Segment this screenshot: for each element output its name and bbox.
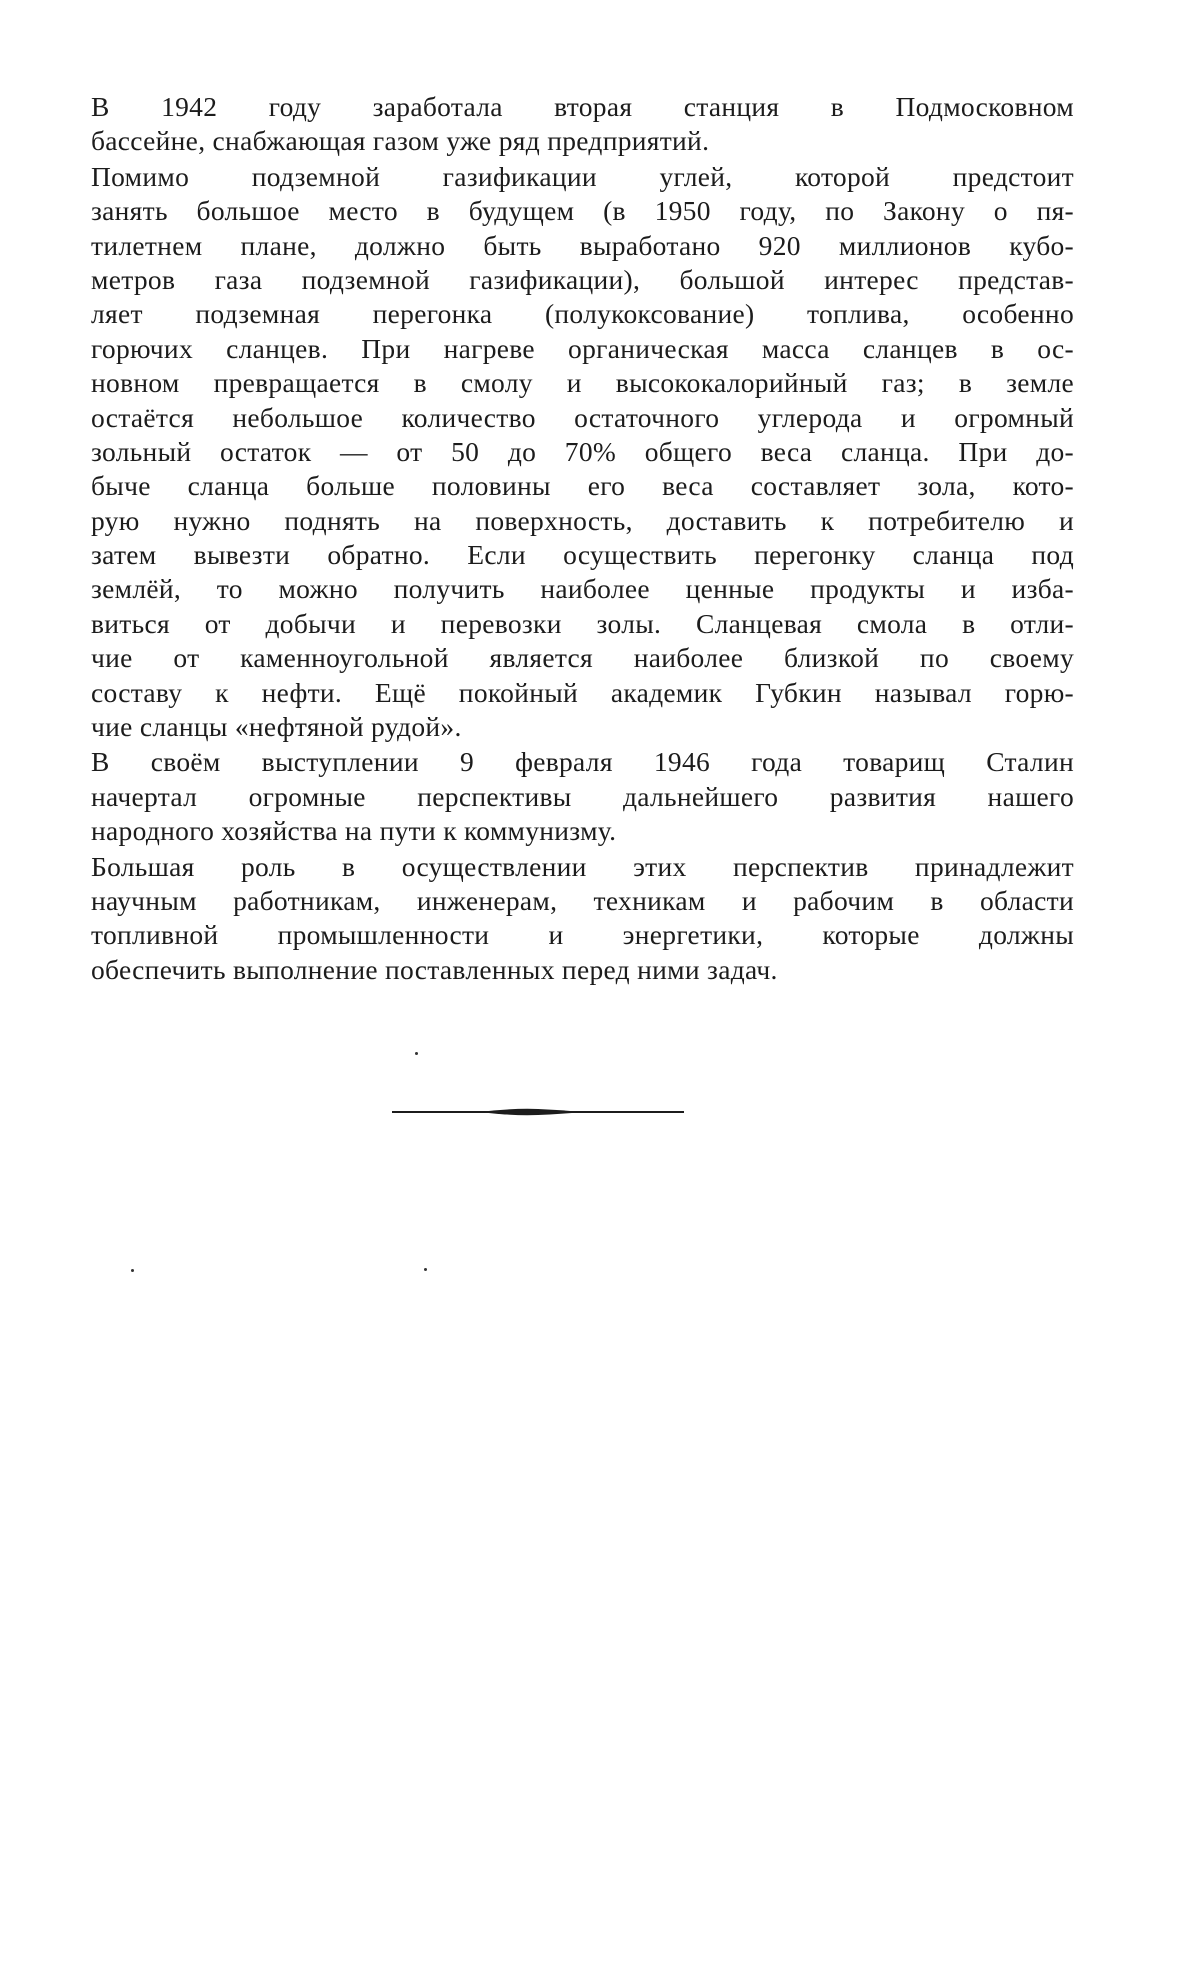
paragraph-2 [91, 160, 1074, 745]
text-line: остаётся небольшое количество остаточного углерода и огромный [91, 401, 1074, 435]
text-line: Помимо подземной газификации углей, которой предстоит [91, 160, 1074, 194]
text-line: чие сланцы «нефтяной рудой». [91, 710, 1074, 744]
text-line: землёй, то можно получить наиболее ценные продукты и избa- [91, 572, 1074, 606]
text-line: тилетнем плане, должно быть выработано 920 миллионов кубо- [91, 229, 1074, 263]
text-line: народного хозяйства на пути к коммунизму. [91, 814, 1074, 848]
text-line: начертал огромные перспективы дальнейшего развития нашего [91, 780, 1074, 814]
paragraph-4 [91, 850, 1074, 988]
print-speck [424, 1268, 427, 1271]
text-line: быче сланца больше половины его веса составляет зола, кото- [91, 469, 1074, 503]
text-line: метров газа подземной газификации), большой интерес представ- [91, 263, 1074, 297]
text-line: топливной промышленности и энергетики, которые должны [91, 918, 1074, 952]
text-line: зольный остаток — от 50 до 70% общего веса сланца. При до- [91, 435, 1074, 469]
text-line: новном превращается в смолу и высококалорийный газ; в земле [91, 366, 1074, 400]
text-line: В 1942 году заработала вторая станция в Подмосковном [91, 90, 1074, 124]
text-line: горючих сланцев. При нагреве органическая масса сланцев в ос- [91, 332, 1074, 366]
paragraph-1 [91, 90, 1074, 159]
book-page [0, 0, 1200, 1964]
body-text [91, 90, 1074, 987]
text-line: ляет подземная перегонка (полукоксование) топлива, особенно [91, 297, 1074, 331]
text-line: виться от добычи и перевозки золы. Сланцевая смола в отли- [91, 607, 1074, 641]
text-line: Большая роль в осуществлении этих перспектив принадлежит [91, 850, 1074, 884]
text-line: занять большое место в будущем (в 1950 году, по Закону о пя- [91, 194, 1074, 228]
text-line: бассейне, снабжающая газом уже ряд предприятий. [91, 124, 1074, 158]
paragraph-3 [91, 745, 1074, 848]
text-line: составу к нефти. Ещё покойный академик Губкин называл горю- [91, 676, 1074, 710]
ornamental-divider [392, 1104, 684, 1120]
print-speck [415, 1052, 418, 1055]
text-line: научным работникам, инженерам, техникам и рабочим в области [91, 884, 1074, 918]
text-line: обеспечить выполнение поставленных перед ними задач. [91, 953, 1074, 987]
text-line: В своём выступлении 9 февраля 1946 года товарищ Сталин [91, 745, 1074, 779]
text-line: рую нужно поднять на поверхность, доставить к потребителю и [91, 504, 1074, 538]
print-speck [131, 1269, 134, 1272]
text-line: чие от каменноугольной является наиболее близкой по своему [91, 641, 1074, 675]
text-line: затем вывезти обратно. Если осуществить перегонку сланца под [91, 538, 1074, 572]
